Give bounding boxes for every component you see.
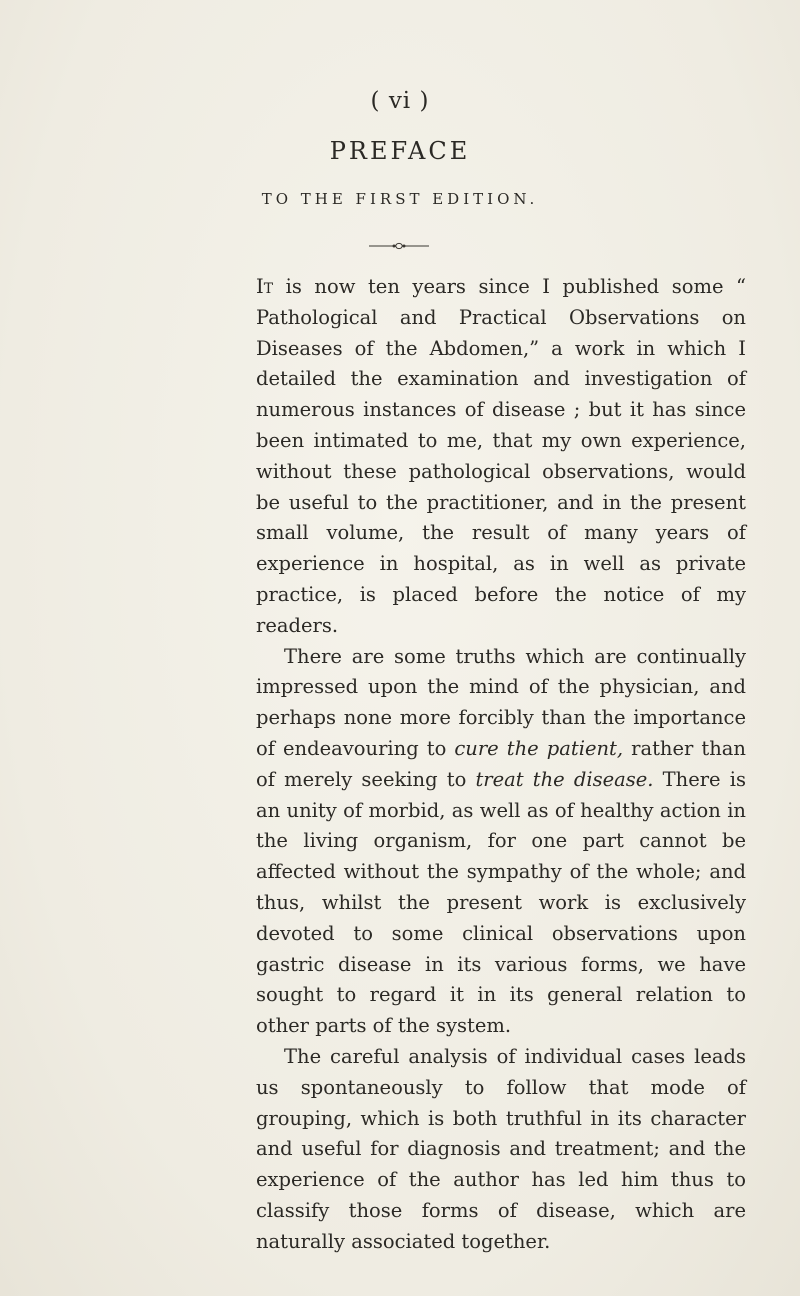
preface-body: [256, 272, 746, 1258]
page-title: PREFACE: [329, 137, 471, 165]
paragraph-3: [256, 1042, 746, 1258]
paragraph-2: [256, 642, 746, 1042]
paragraph-2-text-c: There is an unity of morbid, as well as of healthy action in the living organism, for one part cannot be affected without the sympathy of the whole; and thus, whilst the present work is exclusively devoted to some clinical observations upon gastric disease in its various forms, we have sought to regard it in its general relation to other parts of the system.: [256, 767, 746, 1038]
paragraph-2-italic-a: cure the patient,: [454, 736, 624, 760]
page-number: ( vi ): [370, 88, 430, 114]
paragraph-2-italic-b: treat the disease.: [475, 767, 654, 791]
paragraph-1-text: is now ten years since I published some “ Pathological and Practical Observations on Diseases of the Abdomen,” a work in which I detailed the examination and investigation of numerous instances of disease ; but it has since been intimated to me, that my own experience, without these pathological observations, would be useful to the practitioner, and in the present small volume, the result of many years of experience in hospital, as in well as private practice, is placed before the notice of my readers.: [256, 275, 746, 637]
paragraph-1: [256, 272, 746, 642]
page-subtitle: TO THE FIRST EDITION.: [261, 190, 539, 208]
paragraph-1-lead: It: [256, 275, 274, 298]
paragraph-2-text-b: rather than of merely seeking to: [256, 736, 746, 791]
paragraph-3-text: The careful analysis of individual cases leads us spontaneously to follow that mode of grouping, which is both truthful in its character and useful for diagnosis and treatment; and the experience of the author has led him thus to classify those forms of disease, which are naturally associated together.: [256, 1044, 746, 1253]
paragraph-2-text-a: There are some truths which are continually impressed upon the mind of the physician, and perhaps none more forcibly than the importance of endeavouring to: [256, 644, 746, 760]
ornament-divider-icon: [367, 240, 431, 252]
